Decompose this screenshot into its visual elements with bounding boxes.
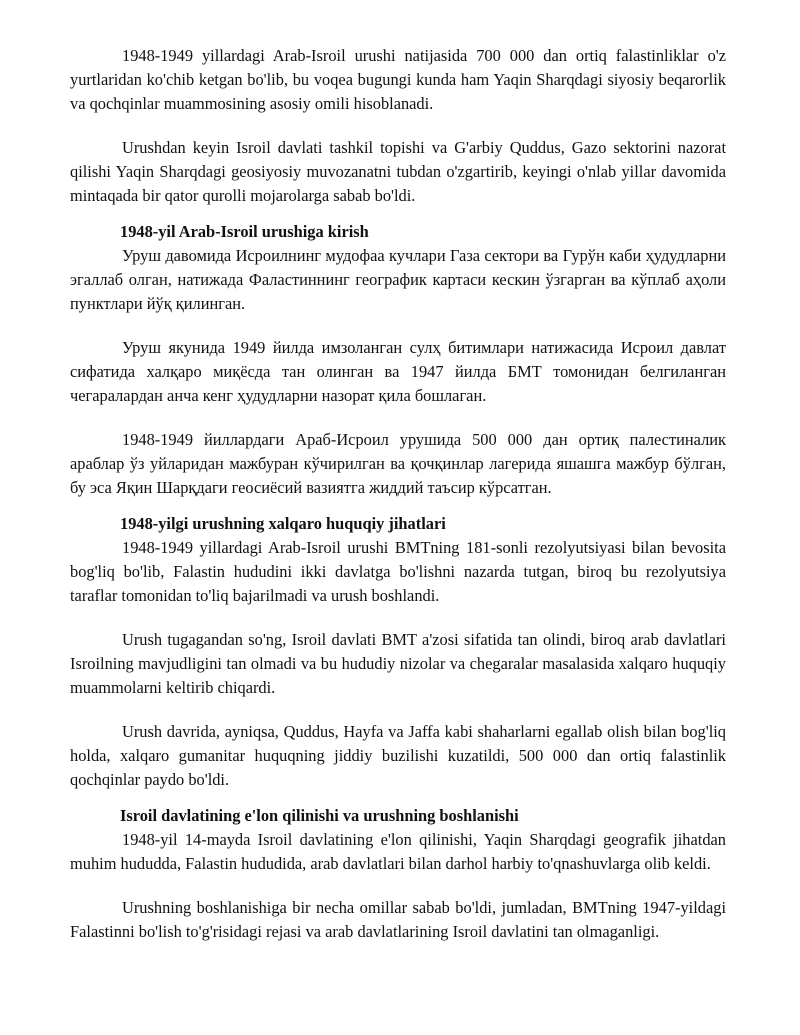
section-heading: Isroil davlatining e'lon qilinishi va urushning boshlanishi [120, 806, 519, 825]
paragraph: 1948-1949 yillardagi Arab-Isroil urushi BMTning 181-sonli rezolyutsiyasi bilan bevosita bog'liq bo'lib, Falastin hududini ikki davlatga bo'lishni nazarda tutgan, biroq bu rezolyutsiya taraflar tomonidan to'liq bajarilmadi va urush boshlandi. [70, 538, 726, 605]
paragraph: Urush tugagandan so'ng, Isroil davlati BMT a'zosi sifatida tan olindi, biroq arab davlatlari Isroilning mavjudligini tan olmadi va bu hududiy nizolar va chegaralar masalasida xalqaro huquqiy muammolarni keltirib chiqardi. [70, 630, 726, 697]
paragraph: Urushdan keyin Isroil davlati tashkil topishi va G'arbiy Quddus, Gazo sektorini nazorat qilishi Yaqin Sharqdagi geosiyosiy muvozanatni tubdan o'zgartirib, keyingi o'nlab yillar davomida mintaqada bir qator qurolli mojarolarga sabab bo'ldi. [70, 138, 726, 205]
paragraph: Urush davrida, ayniqsa, Quddus, Hayfa va Jaffa kabi shaharlarni egallab olish bilan bog'liq holda, xalqaro gumanitar huquqning jiddiy buzilishi kuzatildi, 500 000 dan ortiq falastinlik qochqinlar paydo bo'ldi. [70, 722, 726, 789]
paragraph: Urushning boshlanishiga bir necha omillar sabab bo'ldi, jumladan, BMTning 1947-yildagi Falastinni bo'lish to'g'risidagi rejasi va arab davlatlarining Isroil davlatini tan olmaganligi. [70, 898, 726, 941]
paragraph: 1948-yil 14-mayda Isroil davlatining e'lon qilinishi, Yaqin Sharqdagi geografik jihatdan muhim hududda, Falastin hududida, arab davlatlari bilan darhol harbiy to'qnashuvlarga olib keldi. [70, 830, 726, 873]
section-heading: 1948-yilgi urushning xalqaro huquqiy jihatlari [120, 514, 446, 533]
paragraph: Уруш якунида 1949 йилда имзоланган сулҳ битимлари натижасида Исроил давлат сифатида халқаро миқёсда тан олинган ва 1947 йилда БМТ томонидан белгиланган чегаралардан анча кенг ҳудудларни назорат қила бошлаган. [70, 338, 726, 405]
paragraph: 1948-1949 yillardagi Arab-Isroil urushi natijasida 700 000 dan ortiq falastinliklar o'z yurtlaridan ko'chib ketgan bo'lib, bu voqea bugungi kunda ham Yaqin Sharqdagi siyosiy beqarorlik va qochqinlar muammosining asosiy omili hisoblanadi. [70, 46, 726, 113]
paragraph: 1948-1949 йиллардаги Араб-Исроил урушида 500 000 дан ортиқ палестиналик араблар ўз уйларидан мажбуран кўчирилган ва қочқинлар лагерида яшашга мажбур бўлган, бу эса Яқин Шарқдаги геосиёсий вазиятга жиддий таъсир кўрсатган. [70, 430, 726, 497]
paragraph: Уруш давомида Исроилнинг мудофаа кучлари Газа сектори ва Гурўн каби ҳудудларни эгаллаб олган, натижада Фаластиннинг географик картаси кескин ўзгарган ва кўплаб аҳоли пунктлари йўқ қилинган. [70, 246, 726, 313]
document-page [70, 44, 726, 944]
section-heading: 1948-yil Arab-Isroil urushiga kirish [120, 222, 369, 241]
